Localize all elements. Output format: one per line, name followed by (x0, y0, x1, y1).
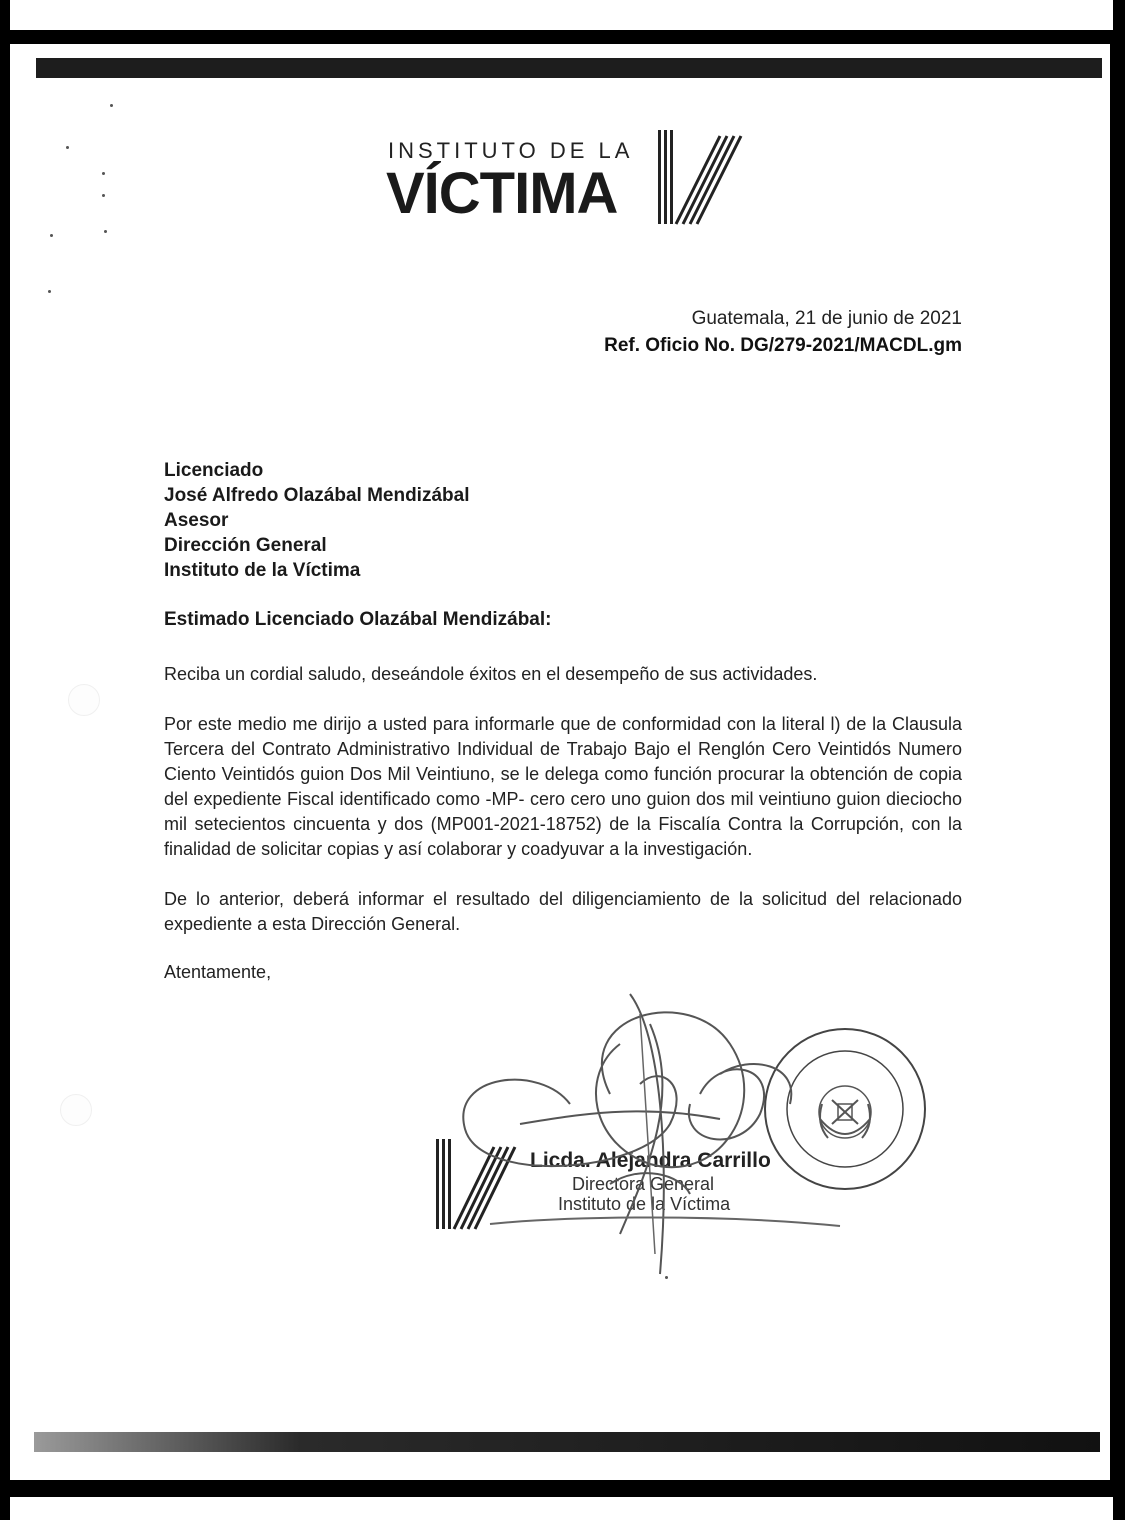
punch-hole (60, 1094, 92, 1126)
institution-logo (388, 126, 748, 236)
letter-date: Guatemala, 21 de junio de 2021 (691, 308, 962, 329)
paragraph-instruction: De lo anterior, deberá informar el resultado del diligenciamiento de la solicitud del relacionado expediente a esta Dirección General. (164, 889, 962, 934)
scan-speck (48, 290, 51, 293)
signer-title: Directora General (572, 1174, 715, 1194)
scan-speck (66, 146, 69, 149)
signature-block (420, 954, 940, 1284)
recipient-line: Instituto de la Víctima (164, 560, 361, 581)
recipient-line: Licenciado (164, 460, 264, 481)
signer-name: Licda. Alejandra Carrillo (530, 1149, 771, 1172)
scan-speck (102, 194, 105, 197)
paragraph-main: Por este medio me dirijo a usted para informarle que de conformidad con la literal l) de la Clausula Tercera del Contrato Administrativo Individual de Trabajo Bajo el Renglón Cero Veintidós Numero Ciento Veintidós guion Dos Mil Veintiuno, se le delega como función procurar la obtención de copia del expediente Fiscal identificado como -MP- cero cero uno guion dos mil veintiuno guion dieciocho mil setecientos cincuenta y dos (MP001-2021-18752) de la Fiscalía Contra la Corrupción, con la finalidad de solicitar copias y así colaborar y coadyuvar a la investigación. (164, 714, 962, 859)
top-bar (36, 58, 1102, 78)
handwritten-signature-icon (420, 954, 940, 1284)
date-reference-block (604, 306, 962, 360)
next-page-edge (10, 1497, 1113, 1520)
recipient-block (164, 458, 469, 583)
scan-speck (104, 230, 107, 233)
previous-page-edge (10, 0, 1113, 30)
recipient-line: Dirección General (164, 535, 327, 556)
logo-v-icon (656, 126, 746, 236)
logo-text-line2: VÍCTIMA (386, 161, 618, 226)
salutation: Estimado Licenciado Olazábal Mendizábal: (164, 609, 552, 630)
scan-speck (102, 172, 105, 175)
paragraph-greeting: Reciba un cordial saludo, deseándole éxitos en el desempeño de sus actividades. (164, 664, 818, 684)
scan-speck (50, 234, 53, 237)
signer-institution: Instituto de la Víctima (558, 1194, 731, 1214)
recipient-line: José Alfredo Olazábal Mendizábal (164, 485, 470, 506)
scan-speck (110, 104, 113, 107)
letter-page (10, 44, 1110, 1480)
recipient-line: Asesor (164, 510, 229, 531)
logo-text-line1: INSTITUTO DE LA (388, 138, 634, 163)
closing: Atentamente, (164, 962, 272, 982)
bottom-bar (34, 1432, 1100, 1452)
punch-hole (68, 684, 100, 716)
reference-number: Ref. Oficio No. DG/279-2021/MACDL.gm (604, 335, 962, 356)
